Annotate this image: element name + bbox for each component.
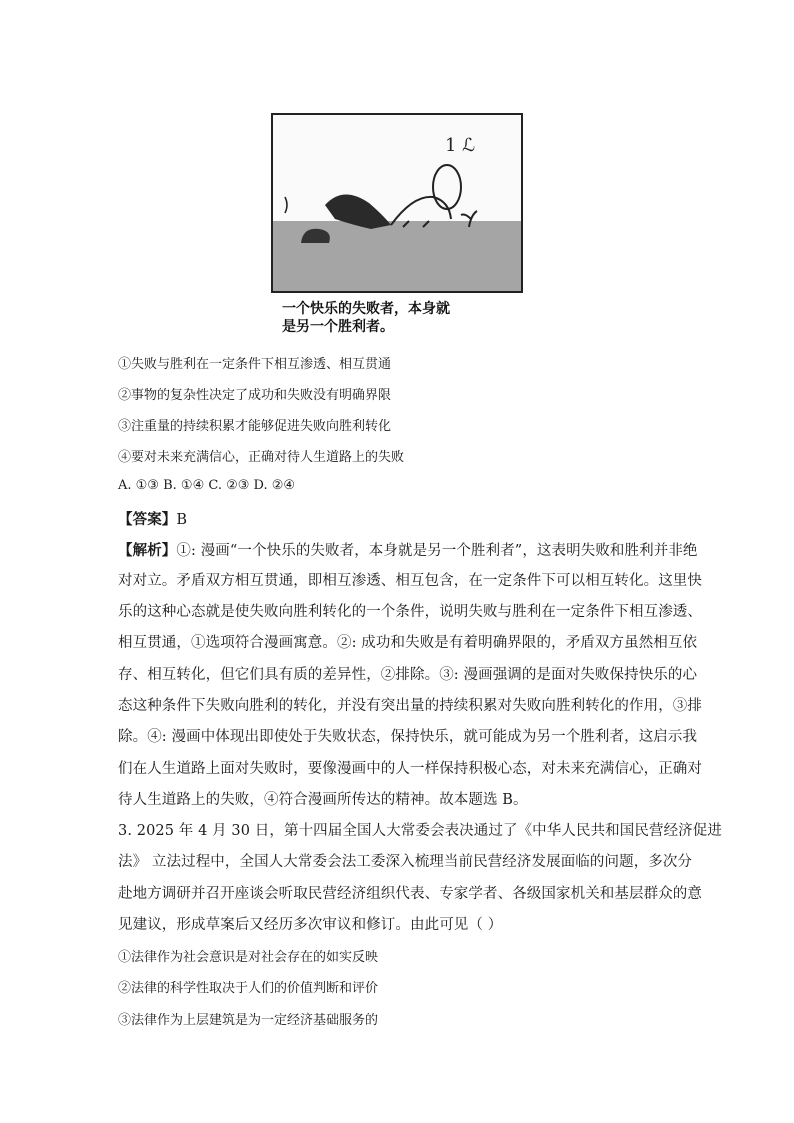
analysis-line-8: 们在人生道路上面对失败时，要像漫画中的人一样保持积极心态，对未来充满信心，正确对 (118, 761, 702, 777)
analysis-line-3: 乐的这种心态就是使失败向胜利转化的一个条件，说明失败与胜利在一定条件下相互渗透、 (118, 604, 702, 620)
analysis-line-4: 相互贯通，①选项符合漫画寓意。②: 成功和失败是有着明确界限的，矛盾双方虽然相互依 (118, 635, 698, 651)
analysis-label: 【解析】 (118, 542, 177, 559)
q2-choices: A. ①③ B. ①④ C. ②③ D. ②④ (118, 478, 296, 493)
analysis-line-7: 除。④: 漫画中体现出即使处于失败状态，保持快乐，就可能成为另一个胜利者，这启示我 (118, 729, 698, 745)
cartoon-caption-line2: 是另一个胜利者。 (282, 319, 394, 335)
cartoon-caption-line1: 一个快乐的失败者，本身就 (282, 301, 450, 317)
analysis-line-5: 存、相互转化，但它们具有质的差异性，②排除。③: 漫画强调的是面对失败保持快乐的心 (118, 667, 698, 683)
answer-label: 【答案】 (118, 511, 177, 528)
q3-stem-line-1: 3. 2025 年 4 月 30 日，第十四届全国人大常委会表决通过了《中华人民共和国民营经济促进 (118, 823, 722, 839)
figure-head (433, 165, 461, 209)
cartoon-drawing (273, 115, 521, 291)
q3-stem-line-4: 见建议，形成草案后又经历多次审议和修订。由此可见（ ） (118, 917, 503, 933)
q2-answer (118, 508, 187, 529)
analysis-line-6: 态这种条件下失败向胜利的转化，并没有突出量的持续积累对失败向胜利转化的作用，③排 (118, 698, 702, 714)
figure-arm (391, 197, 451, 225)
q3-option-2: ②法律的科学性取决于人们的价值判断和评价 (118, 981, 379, 996)
analysis-line-2: 对对立。矛盾双方相互贯通，即相互渗透、相互包含，在一定条件下可以相互转化。这里快 (118, 573, 702, 589)
analysis-line-1 (118, 539, 698, 560)
analysis-text: ①: 漫画“一个快乐的失败者，本身就是另一个胜利者”，这表明失败和胜利并非绝 (176, 543, 698, 559)
answer-value: B (176, 512, 188, 528)
q2-option-4: ④要对未来充满信心，正确对待人生道路上的失败 (118, 450, 405, 465)
q2-option-3: ③注重量的持续积累才能够促进失败向胜利转化 (118, 419, 392, 434)
q2-option-1: ①失败与胜利在一定条件下相互渗透、相互贯通 (118, 357, 392, 372)
motion-line (285, 197, 287, 213)
q3-stem-line-2: 法》 立法过程中，全国人大常委会法工委深入梳理当前民营经济发展面临的问题，多次分 (118, 854, 693, 870)
q2-option-2: ②事物的复杂性决定了成功和失败没有明确界限 (118, 388, 392, 403)
q3-option-1: ①法律作为社会意识是对社会存在的如实反映 (118, 950, 379, 965)
q3-option-3: ③法律作为上层建筑是为一定经济基础服务的 (118, 1013, 379, 1028)
cartoon-mark: 1 ℒ (445, 135, 476, 156)
analysis-line-9: 待人生道路上的失败，④符合漫画所传达的精神。故本题选 B。 (118, 792, 528, 808)
q3-stem-line-3: 赴地方调研并召开座谈会听取民营经济组织代表、专家学者、各级国家机关和基层群众的意 (118, 886, 702, 902)
cartoon-image (271, 113, 523, 293)
